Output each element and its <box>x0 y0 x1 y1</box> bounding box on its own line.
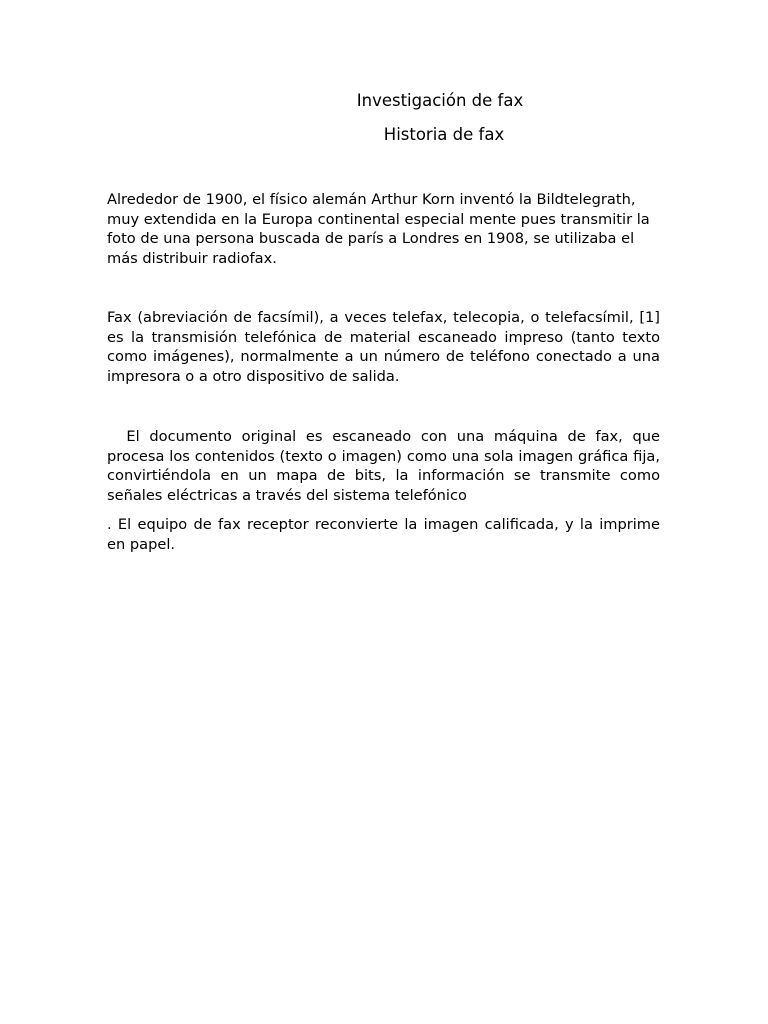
paragraph-receiving: . El equipo de fax receptor reconvierte la imagen calificada, y la imprime en papel. <box>107 516 660 553</box>
paragraph-scanning: El documento original es escaneado con una máquina de fax, que procesa los contenidos (texto o imagen) como una sola imagen gráfica fija, convirtiéndola en un mapa de bits, la información se transmite como señales eléctricas a través del sistema telefónico <box>107 428 665 504</box>
paragraph-definition: Fax (abreviación de facsímil), a veces telefax, telecopia, o telefacsímil, [1] es la transmisión telefónica de material escaneado impreso (tanto texto como imágenes), normalmente a un número de teléfono conectado a una impresora o a otro dispositivo de salida. <box>107 309 660 385</box>
document-title: Investigación de fax <box>356 91 524 110</box>
document-subtitle: Historia de fax <box>383 125 505 144</box>
paragraph-history: Alrededor de 1900, el físico alemán Arthur Korn inventó la Bildtelegrath, muy extendida en la Europa continental especial mente pues transmitir la foto de una persona buscada de parís a Londres en 1908, se utilizaba el más distribuir radiofax. <box>107 191 650 267</box>
